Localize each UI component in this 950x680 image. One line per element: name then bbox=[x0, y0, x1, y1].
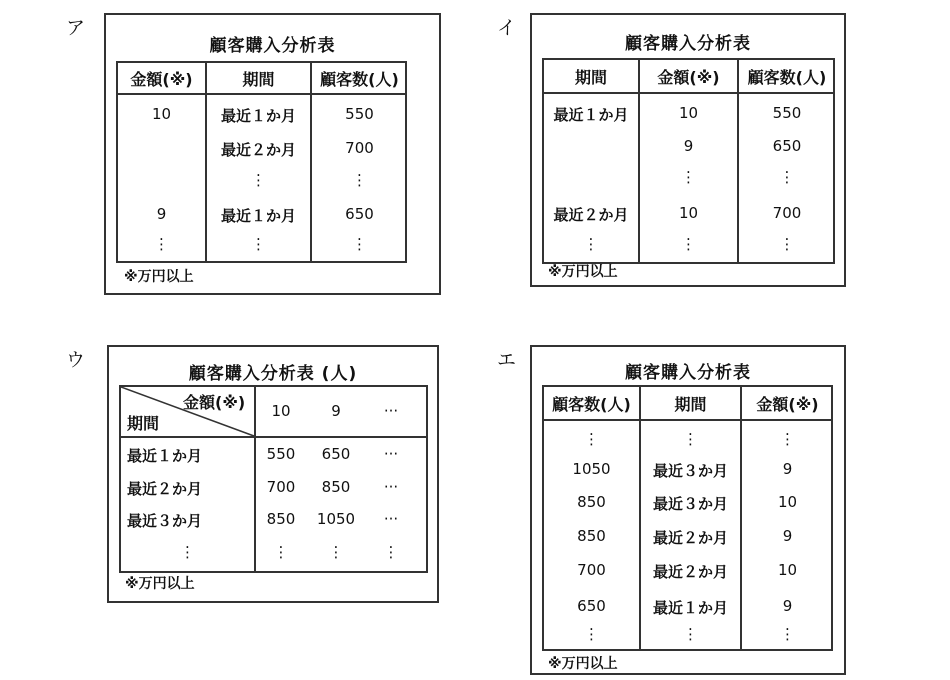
cell: 9 bbox=[156, 205, 167, 223]
cell: 10 bbox=[151, 105, 172, 123]
cell: ⋮ bbox=[383, 543, 399, 561]
cell: 最近３か月 bbox=[652, 462, 728, 480]
option-label-a: ア bbox=[66, 17, 86, 39]
cell: 最近１か月 bbox=[220, 207, 296, 225]
cell: 最近１か月 bbox=[652, 599, 728, 617]
cell: 最近２か月 bbox=[553, 206, 629, 224]
cell: 最近１か月 bbox=[127, 447, 203, 465]
table-i bbox=[542, 58, 835, 264]
cell: ⋮ bbox=[352, 171, 367, 189]
option-label-i: イ bbox=[497, 17, 517, 39]
header-customers: 顧客数(人) bbox=[552, 395, 631, 414]
cell: ⋮ bbox=[779, 235, 795, 253]
cell: 最近３か月 bbox=[127, 512, 203, 530]
cell: 850 bbox=[577, 493, 606, 511]
table-e bbox=[542, 385, 833, 651]
panel-e bbox=[530, 345, 846, 675]
cell: 700 bbox=[772, 204, 802, 222]
cell: ⋮ bbox=[180, 543, 195, 561]
cell: ⋮ bbox=[780, 430, 795, 448]
header-period: 期間 bbox=[574, 68, 607, 87]
cell: 700 bbox=[266, 478, 296, 496]
cell: ··· bbox=[383, 445, 399, 463]
cell: 最近２か月 bbox=[652, 529, 728, 547]
header-amount: 金額(※) bbox=[130, 70, 193, 89]
panel-i bbox=[530, 13, 846, 287]
cell: 850 bbox=[321, 478, 351, 496]
header-period: 期間 bbox=[127, 414, 160, 433]
cell: 9 bbox=[782, 527, 793, 545]
cell: ⋮ bbox=[251, 235, 266, 253]
cell: 10 bbox=[777, 493, 798, 511]
cell: ··· bbox=[383, 478, 399, 496]
cell: 最近２か月 bbox=[220, 141, 296, 159]
panel-a bbox=[104, 13, 441, 295]
cell: ⋮ bbox=[683, 625, 698, 643]
cell: 10 bbox=[777, 561, 798, 579]
table-title: 顧客購入分析表 (人) bbox=[188, 364, 358, 384]
table-a bbox=[116, 61, 407, 263]
cell: ⋮ bbox=[584, 430, 599, 448]
cell: 550 bbox=[772, 104, 802, 122]
cell: ⋮ bbox=[780, 625, 795, 643]
cell: ⋮ bbox=[683, 430, 698, 448]
option-label-u: ウ bbox=[66, 349, 86, 371]
cell: 9 bbox=[782, 460, 793, 478]
cell: 9 bbox=[782, 597, 793, 615]
cell: 700 bbox=[577, 561, 606, 579]
cell: ⋮ bbox=[352, 235, 367, 253]
cell: 最近２か月 bbox=[127, 480, 203, 498]
cell: 10 bbox=[678, 104, 699, 122]
footnote: ※万円以上 bbox=[548, 264, 618, 280]
panel-u bbox=[107, 345, 439, 603]
cell: 700 bbox=[345, 139, 374, 157]
cell: 9 bbox=[683, 137, 694, 155]
cell: 650 bbox=[345, 205, 374, 223]
cell: 最近１か月 bbox=[220, 107, 296, 125]
cell: 10 bbox=[678, 204, 699, 222]
footnote: ※万円以上 bbox=[124, 269, 194, 285]
header-customers: 顧客数(人) bbox=[320, 70, 399, 89]
cell: 850 bbox=[266, 510, 296, 528]
cell: 最近２か月 bbox=[652, 563, 728, 581]
header-amount: 金額(※) bbox=[756, 395, 819, 414]
cell: 650 bbox=[321, 445, 351, 463]
cell: ⋮ bbox=[328, 543, 344, 561]
cell: ⋮ bbox=[681, 168, 696, 186]
cell: 650 bbox=[772, 137, 802, 155]
cell: ··· bbox=[383, 510, 399, 528]
cell: ⋮ bbox=[584, 625, 599, 643]
cell: ⋮ bbox=[154, 235, 169, 253]
header-amount: 金額(※) bbox=[657, 68, 720, 87]
cell: 最近３か月 bbox=[652, 495, 728, 513]
cell: 550 bbox=[266, 445, 296, 463]
table-u bbox=[119, 385, 428, 573]
cell: ⋮ bbox=[251, 171, 266, 189]
table-title: 顧客購入分析表 bbox=[625, 34, 751, 54]
option-label-e: エ bbox=[497, 349, 517, 371]
cell: ⋮ bbox=[583, 235, 599, 253]
cell: ⋮ bbox=[779, 168, 795, 186]
footnote: ※万円以上 bbox=[125, 576, 195, 592]
amount-header: 9 bbox=[331, 402, 341, 420]
footnote: ※万円以上 bbox=[548, 656, 618, 672]
amount-header: 10 bbox=[271, 402, 291, 420]
cell: 650 bbox=[577, 597, 606, 615]
cell: 最近１か月 bbox=[553, 106, 629, 124]
cell: 1050 bbox=[572, 460, 611, 478]
cell: ⋮ bbox=[273, 543, 289, 561]
header-period: 期間 bbox=[674, 395, 707, 414]
header-period: 期間 bbox=[242, 70, 275, 89]
amount-header: ··· bbox=[383, 402, 399, 420]
cell: 1050 bbox=[316, 510, 356, 528]
cell: 850 bbox=[577, 527, 606, 545]
table-title: 顧客購入分析表 bbox=[209, 36, 336, 56]
cell: ⋮ bbox=[681, 235, 696, 253]
table-title: 顧客購入分析表 bbox=[625, 363, 751, 383]
header-customers: 顧客数(人) bbox=[747, 68, 827, 87]
header-amount: 金額(※) bbox=[183, 393, 246, 412]
cell: 550 bbox=[345, 105, 374, 123]
